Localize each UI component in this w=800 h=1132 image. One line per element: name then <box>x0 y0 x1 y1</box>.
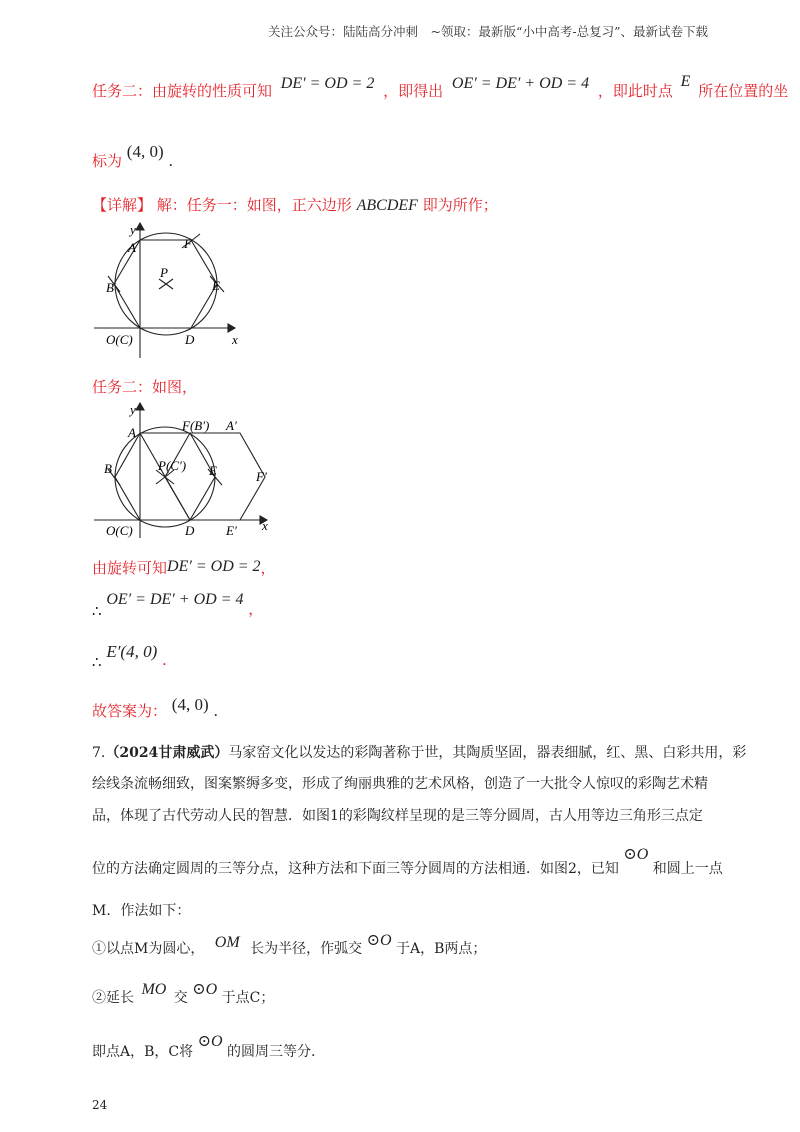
task2-intro-text-e: 标为 <box>92 152 123 170</box>
detail-tail: 即为所作； <box>422 196 498 214</box>
q7-text-1: 马家窑文化以发达的彩陶著称于世，其陶质坚固，器表细腻，红、黑、白彩共用，彩 <box>228 745 747 761</box>
answer-label: 故答案为： <box>92 702 168 720</box>
fig2-label-d: D <box>185 523 195 538</box>
q7-line3: 品，体现了古代劳动人民的智慧．如图1的彩陶纹样呈现的是三等分圆周，古人用等边三角形三点定 <box>92 808 703 824</box>
task2-intro-eq2: OE′ = DE′ + OD = 4 <box>451 75 590 92</box>
fig1-label-d: D <box>185 332 195 347</box>
q7-step2-b: 交 <box>173 990 188 1006</box>
q7-step2-c: 于点C； <box>221 990 275 1006</box>
step-rotation-eq: DE′ = OD = 2 <box>167 558 261 575</box>
task2-intro-text-b: ，即得出 <box>383 82 444 100</box>
figure-2-rotation <box>90 400 280 540</box>
fig1-label-f: F <box>184 236 192 251</box>
q7-circle-o: ⊙O <box>623 846 649 863</box>
fig2-label-f: F(B′) <box>182 418 210 433</box>
q7-step1-circle: ⊙O <box>366 932 392 949</box>
step-coord-eq: E′(4, 0) <box>106 642 158 661</box>
q7-step2 <box>92 981 275 1007</box>
fig1-label-y: y <box>130 222 136 237</box>
fig2-label-e-prime: E′ <box>226 523 237 538</box>
q7-line5: M．作法如下： <box>92 903 191 919</box>
detail-line <box>92 194 498 215</box>
therefore-symbol: ∴ <box>92 653 102 671</box>
fig1-label-x: x <box>232 332 238 347</box>
q7-line2: 绘线条流畅细致，图案繁缛多变，形成了绚丽典雅的艺术风格，创造了一大批令人惊叹的彩陶艺术精 <box>92 776 708 792</box>
task2-intro-text-c: ，即此时点 <box>597 82 673 100</box>
q7-line1 <box>92 742 746 762</box>
fig2-label-f-prime: F′ <box>256 469 267 484</box>
step-rotation <box>92 557 276 578</box>
answer-end: . <box>213 702 219 720</box>
figure-1-hexagon <box>90 220 250 360</box>
q7-text-4a: 位的方法确定圆周的三等分点，这种方法和下面三等分圆周的方法相通．如图2，已知 <box>92 861 619 877</box>
fig2-label-o: O(C) <box>106 523 133 538</box>
detail-text: 解：任务一：如图，正六边形 <box>156 196 352 214</box>
fig2-label-b: B <box>104 461 112 476</box>
x-axis-arrow-icon <box>228 324 235 332</box>
step-coord-end: . <box>162 651 167 669</box>
step-sum-comma: ， <box>248 600 264 618</box>
fig1-label-b: B <box>106 280 114 295</box>
y-axis-arrow-icon <box>136 403 144 410</box>
q7-number: 7. <box>92 745 106 761</box>
fig2-label-y: y <box>130 402 136 417</box>
detail-shape: ABCDEF <box>356 197 418 214</box>
q7-text-4b: 和圆上一点 <box>652 861 723 877</box>
q7-mo: MO <box>141 981 167 998</box>
fig2-label-a: A <box>128 425 136 440</box>
therefore-symbol: ∴ <box>92 602 102 620</box>
fig2-label-a-prime: A′ <box>226 418 237 433</box>
task2-intro-eq1: DE′ = OD = 2 <box>280 75 375 92</box>
q7-final-a: 即点A，B，C将 <box>92 1044 194 1060</box>
task2-intro-point: E <box>680 73 691 90</box>
q7-step2-circle: ⊙O <box>192 981 218 998</box>
detail-bracket: 【详解】 <box>92 196 153 214</box>
y-axis-arrow-icon <box>136 223 144 230</box>
fig1-label-p: P <box>160 265 168 280</box>
task2-intro-line2 <box>92 142 174 171</box>
q7-om: OM <box>214 934 240 951</box>
q7-step2-a: ②延长 <box>92 990 134 1006</box>
q7-final <box>92 1033 316 1061</box>
page-number: 24 <box>92 1098 108 1112</box>
answer-value: (4, 0) <box>171 695 209 714</box>
q7-source: （2024甘肃威武） <box>105 745 229 761</box>
fig1-label-o: O(C) <box>106 332 133 347</box>
q7-step1-c: 于A，B两点； <box>396 941 487 957</box>
fig1-label-a: A <box>128 240 136 255</box>
q7-final-circle: ⊙O <box>197 1033 223 1050</box>
page-header: 关注公众号：陆陆高分冲刺 ~领取：最新版“小中高考-总复习”、最新试卷下载 <box>268 24 708 39</box>
task2-caption: 任务二：如图， <box>92 378 198 396</box>
step-coord <box>92 642 167 671</box>
fig2-label-p: P(C′) <box>158 458 187 473</box>
task2-intro-coord: (4, 0) <box>126 142 164 161</box>
q7-step1-a: ①以点M为圆心， <box>92 941 205 957</box>
task2-intro-line1 <box>92 73 789 101</box>
fig2-label-x: x <box>262 518 268 533</box>
step-rotation-text: 由旋转可知 <box>92 559 168 577</box>
task2-intro-text-d: 所在位置的坐 <box>698 82 789 100</box>
q7-line4 <box>92 846 723 878</box>
task2-intro-text-a: 任务二：由旋转的性质可知 <box>92 82 273 100</box>
fig1-label-e: E <box>212 278 220 293</box>
q7-step1 <box>92 932 487 958</box>
task2-intro-end: . <box>168 152 174 170</box>
q7-step1-b: 长为半径，作弧交 <box>250 941 363 957</box>
fig2-label-e: E <box>209 463 217 478</box>
step-rotation-comma: ， <box>260 559 276 577</box>
q7-final-b: 的圆周三等分. <box>227 1044 316 1060</box>
answer-line <box>92 694 219 720</box>
step-sum <box>92 588 264 620</box>
step-sum-eq: OE′ = DE′ + OD = 4 <box>106 591 244 608</box>
